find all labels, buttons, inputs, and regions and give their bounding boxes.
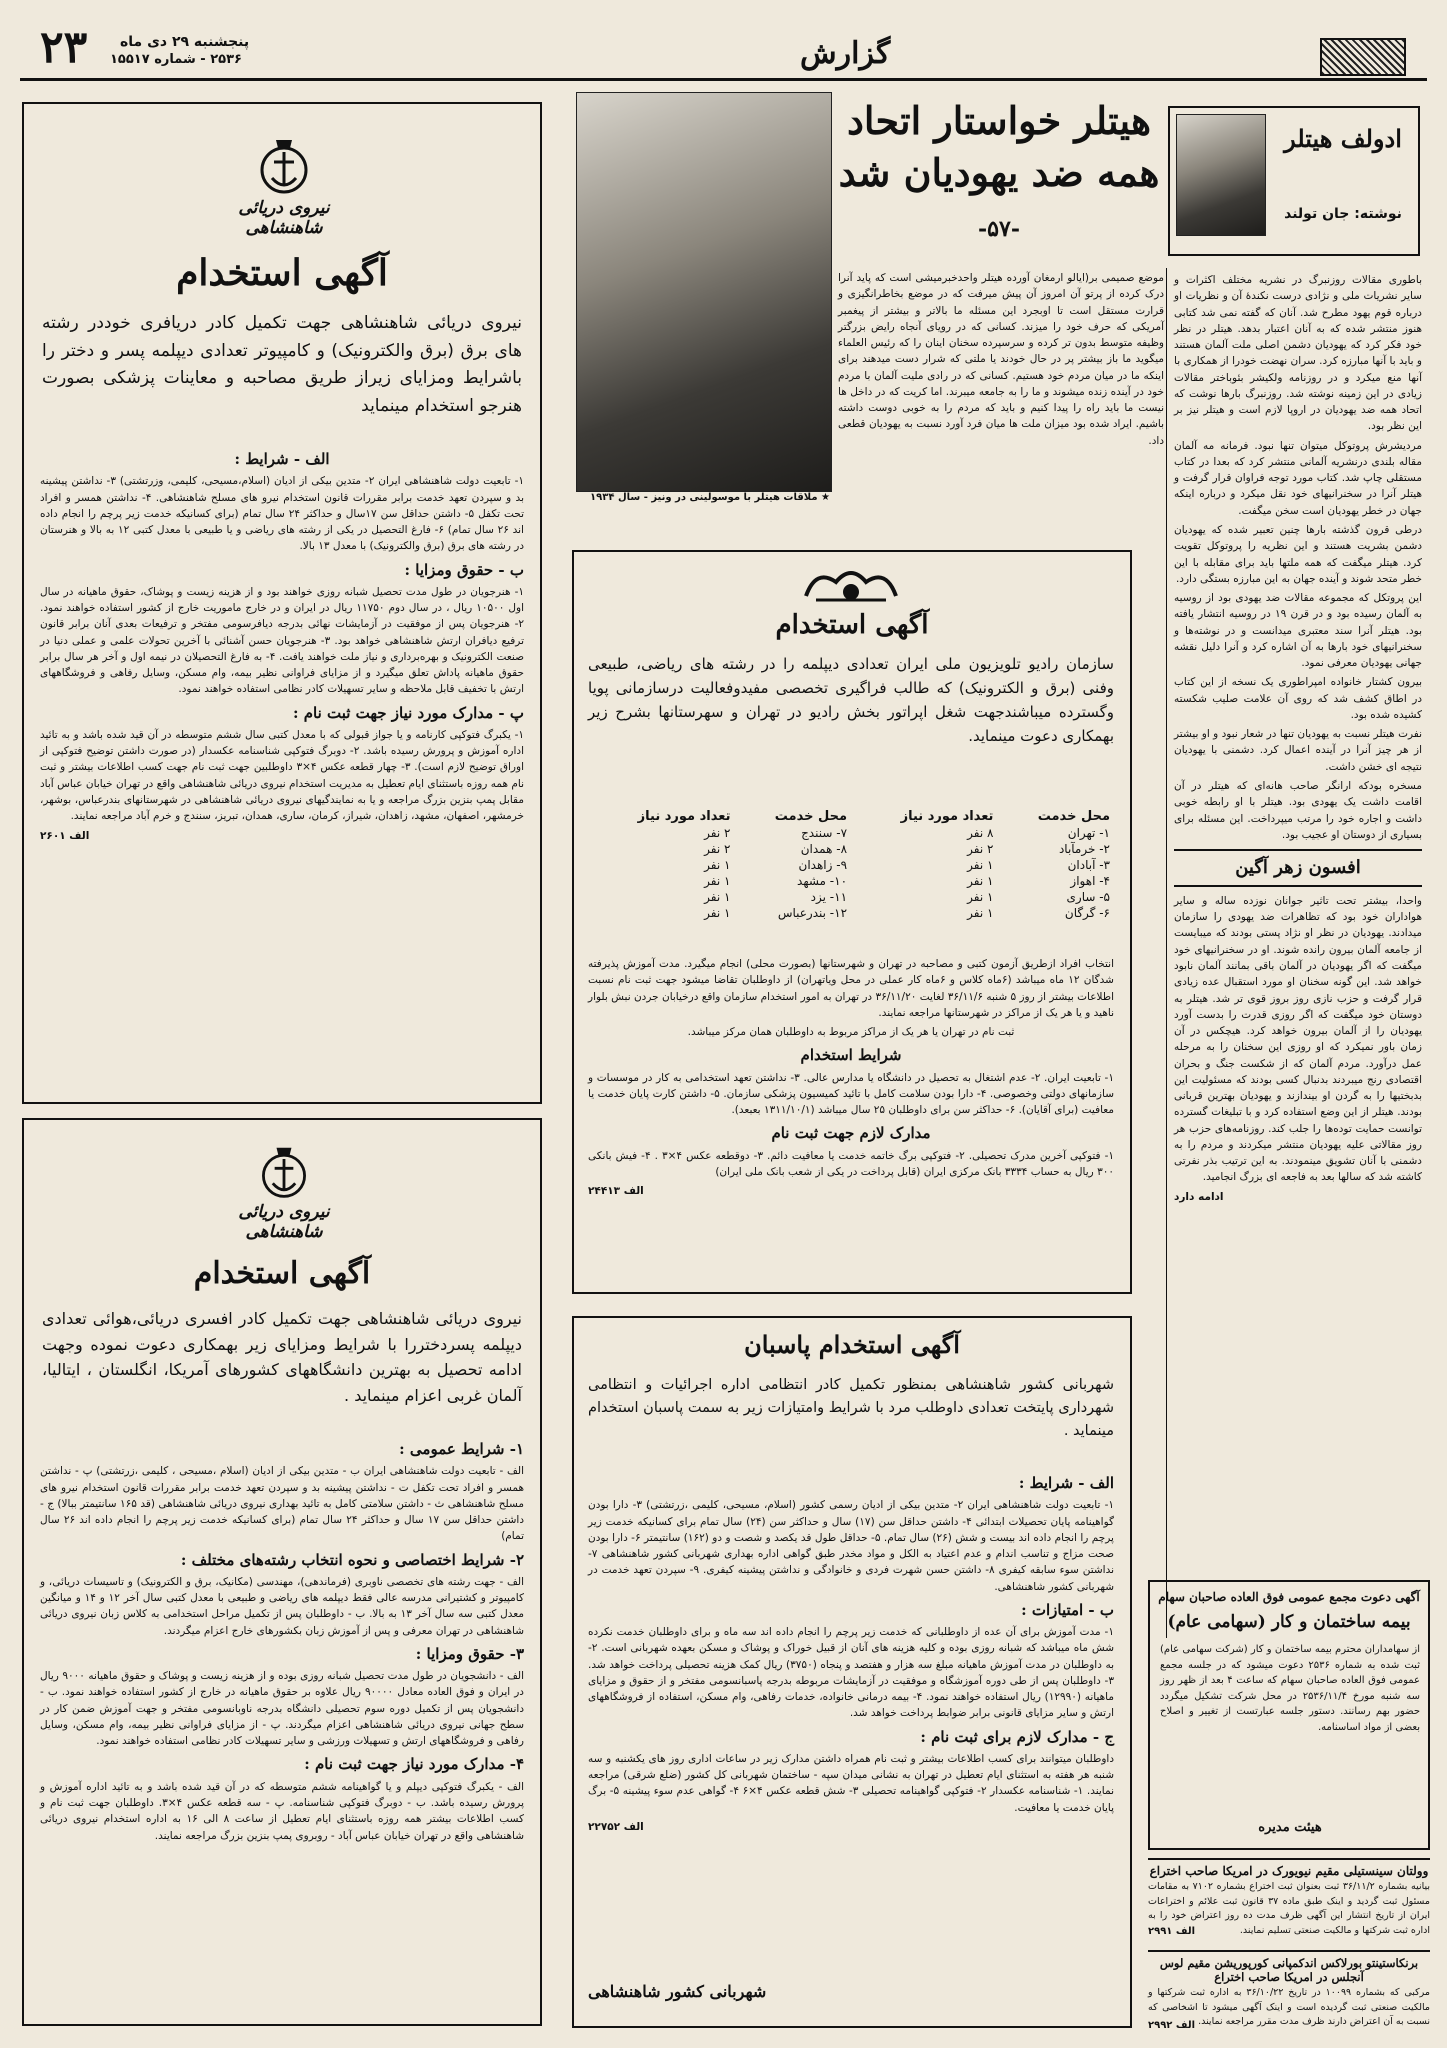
table-cell: ۸- همدان xyxy=(800,842,848,856)
section-title: ج - مدارک لازم برای ثبت نام : xyxy=(920,1727,1114,1746)
section-title: ۱- شرایط عمومی : xyxy=(399,1440,524,1458)
section-title: پ - مدارک مورد نیاز جهت ثبت نام : xyxy=(292,703,524,722)
paragraph: انتخاب افراد ازطریق آزمون کتبی و مصاحبه در تهران و شهرستانها (بصورت محلی) انجام میگیرد. مدت آموزش پذیرفته شدگان ۱۲ ماه میباشد (۶ماه کلاس و ۶ماه کار عملی در محل ویاتهران) از داوطلبان تقاضا میشود جهت ثبت نام نسبت اطلاعات بیشتر از روز ۵ شنبه ۳۶/۱۱/۶ لغایت ۳۶/۱۱/۲۰ در تهران به امور استخدام سازمان واقع درخیابان جردن نبش بلوار ناهید و یا هر یک از مراکز در شهرستانها مراجعه نمایند. xyxy=(588,958,1115,1019)
portrait-title: ادولف هیتلر xyxy=(1284,124,1402,153)
ad-intro: شهربانی کشور شاهنشاهی بمنظور تکمیل کادر انتظامی اداره اجرائیات و انتظامی شهرداری پایتخت تعدادی داوطلب مرد با شرایط وامتیازات زیر به سمت پاسبان استخدام مینماید . xyxy=(588,1377,1114,1440)
navy-crest-icon xyxy=(254,1144,314,1202)
feature-subhead: افسون زهر آگین xyxy=(1174,849,1422,887)
section-body: داوطلبان میتوانند برای کسب اطلاعات بیشتر و ثبت نام همراه داشتن مدارک زیر در ساعات اداری روز های یکشنبه و سه شنبه هر هفته به استثنای ایام تعطیل در تهران به نشانی میدان سپه - ساختمان شهربانی کل کشور (ضلع شرقی) مراجعه نمایند. ۱- شناسنامه عکسدار ۲- فتوکپی گواهینامه تحصیلی ۳- شش قطعه عکس ۴×۶ ۴- گواهی عدم سوء پیشینه ۵- برگ پایان خدمت یا معافیت. xyxy=(588,1752,1114,1814)
navy-emblem xyxy=(204,136,364,238)
table-cell: ۱ نفر xyxy=(967,906,994,920)
ad-code: الف ۲۲۷۵۲ xyxy=(588,1821,644,1833)
table-row xyxy=(588,825,1114,841)
paragraph: مسخره بودکه ارانگر صاحب هانه‌ای که هیتلر در آن اقامت داشت یک یهودی بود. هیتلر با او رابطه خوبی داشت و اجاره خود را مرتب میپرداخت. این مسئله برای بسیاری از دوستان او عجیب بود. xyxy=(1174,779,1422,841)
table-cell: ۱ نفر xyxy=(967,890,994,904)
paragraph: ثبت نام در تهران یا هر یک از مراکز مربوط به داوطلبان همان مرکز میباشد. xyxy=(687,1026,1015,1039)
notice-title: وولتان سینستیلی مقیم نیویورک در امریکا صاحب اختراع xyxy=(1149,1864,1429,1878)
section-body: الف - یکبرگ فتوکپی دیپلم و یا گواهینامه ششم متوسطه که در آن قید شده باشد و به تائید اداره آموزش و پرورش رسیده باشد. ب - دوبرگ فتوکپی شناسنامه. پ - سه قطعه عکس ۴×۳. داوطلبان جهت ثبت نام و کسب اطلاعات بیشتر همه روزه باستثنای ایام تعطیل از ساعت ۸ الی ۱۶ به اداره استخدام نیروی دریائی شاهنشاهی واقع در تهران خیابان عباس آباد - روبروی پمپ بنزین بزرگ مراجعه نمایند. xyxy=(40,1780,524,1842)
notice-body: مرکبی که بشماره ۱۰۰۹۹ در تاریخ ۳۶/۱۰/۲۲ به اداره ثبت شرکتها و مالکیت صنعتی ثبت گردیده است و اینک آگهی میشود تا اشخاصی که نسبت به آن اعتراض دارند ظرف مدت مقرر مراجعه نمایند. xyxy=(1148,1987,1431,2028)
radio-tv-ad xyxy=(572,550,1132,1294)
table-cell: ۱ نفر xyxy=(967,874,994,888)
section-logo xyxy=(1320,38,1406,76)
notice-company: بیمه ساختمان و کار (سهامی عام) xyxy=(1167,1612,1411,1632)
notice-body: بیانیه بشماره ۳۶/۱۱/۲ ثبت بعنوان ثبت اختراع بشماره ۷۱۰۲ به مقامات مسئول ثبت گردید و اینک طبق ماده ۳۷ قانون ثبت علائم و اختراعات ایران از تاریخ انتشار این آگهی ظرف مدت ده روز اعتراض خود را به اداره ثبت شرکتها و مالکیت صنعتی تسلیم نمایند. xyxy=(1148,1881,1430,1937)
table-row xyxy=(588,857,1114,873)
ad-title: آگهی استخدام xyxy=(176,252,388,294)
feature-title-2: همه ضد یهودیان شد xyxy=(838,150,1160,195)
section-title: ب - حقوق ومزایا : xyxy=(404,560,524,579)
table-row xyxy=(588,873,1114,889)
table-cell: ۲ نفر xyxy=(704,842,731,856)
section-title: الف - شرایط : xyxy=(234,450,330,468)
table-header: تعداد مورد نیاز xyxy=(900,809,994,824)
notice-signature: هیئت مدیره xyxy=(1258,1820,1322,1835)
notice-body: از سهامداران محترم بیمه ساختمان و کار (شرکت سهامی عام) ثبت شده به شماره ۲۵۳۶ دعوت میشود که در جلسه مجمع عمومی فوق العاده صاحبان سهام که ساعت ۴ بعد از ظهر روز سه شنبه مورخ ۲۵۳۶/۱۱/۴ در محل شرکت تشکیل میگردد حضور بهم رسانند. دستور جلسه عبارتست از تغییر و اصلاح بعضی از مواد اساسنامه. xyxy=(1160,1644,1420,1733)
series-number: -۵۷- xyxy=(978,216,1020,242)
paragraph: بیرون کشتار خانواده امپراطوری یک نسخه از این کتاب در اطاق کشف شد که روی آن علامت صلیب شکسته کشیده شده بود. xyxy=(1174,676,1422,721)
ad-title: آگهی استخدام پاسبان xyxy=(744,1330,960,1359)
page-number: ۲۳ xyxy=(40,22,88,73)
ad-intro: نیروی دریائی شاهنشاهی جهت تکمیل کادر دریافری خوددر رشته های برق (برق والکترونیک) و کامپیوتر تعدادی دیپلمه پسر و دختر را باشرایط ومزایای زیراز طریق مصاحبه و معاینات پزشکی بصورت هنرجو استخدام مینماید xyxy=(42,313,522,416)
table-cell: ۵- ساری xyxy=(1066,890,1110,904)
ad-body xyxy=(40,444,524,1094)
section-body: الف - دانشجویان در طول مدت تحصیل شبانه روزی بوده و از هزینه زیست و پوشاک و حقوق ماهیانه ۹۰۰۰ ریال در ایران و فوق العاده معادل ۹۰۰۰۰ ریال علاوه بر حقوق ماهیانه در خارج از کشور استفاده خواهند نمود. ب - دانشجویان پس از تکمیل دوره سوم تحصیلی دانشگاه بدرجه ناوبانسومی مفتخر و جهت آموزش ضمن کار در سطح جهانی نیروی دریائی شاهنشاهی اعزام میگردند. پ - از مزایای فراوانی نظیر بیمه، وام مسکن، وسایل رفاهی و فروشگاههای ارتش و تسهیلات ورزشی و سایر تسهیلات کادر نظامی استفاده خواهند نمود. xyxy=(40,1670,524,1748)
feature-col-right xyxy=(1174,272,1422,1632)
paragraph: مردیشرش پروتوکل میتوان تنها نبود. فرمانه مه آلمان مقاله بلندی درنشریه آلمانی منتشر کرد که بعدا در کتاب مستقلی چاپ شد. کتاب مورد توجه فراوان قرار گرفت و هیتلر آنرا در سخنرانیهای خود نقل میکرد و درباره اینکه جهان در خطر یهودیان است سخن میگفت. xyxy=(1174,439,1422,517)
table-cell: ۱۲- بندرعباس xyxy=(777,906,848,920)
notice-title: آگهی دعوت مجمع عمومی فوق العاده صاحبان سهام xyxy=(1158,1590,1420,1604)
issue-date: پنجشنبه ۲۹ دی ماه xyxy=(120,34,250,50)
ad-intro: سازمان رادیو تلویزیون ملی ایران تعدادی دیپلمه را در رشته های ریاضی، طبیعی وفنی (برق و الکترونیک) که طالب فراگیری تخصصی مفیدوفعالیت درسازمانی پویا وگسترده میباشندجهت شغل اپراتور بخش رادیو در تهران و سهرستانها بشرح زیر بهمکاری دعوت مینماید. xyxy=(588,655,1114,745)
table-cell: ۱ نفر xyxy=(704,858,731,872)
navy-ad-2 xyxy=(22,1118,542,2026)
table-cell: ۱ نفر xyxy=(704,906,731,920)
radio-tv-logo xyxy=(796,562,906,606)
police-ad xyxy=(572,1316,1132,2028)
masthead-rule xyxy=(20,78,1427,81)
continued-note: ادامه دارد xyxy=(1174,1190,1224,1203)
notice-code: الف ۲۹۹۱ xyxy=(1148,1926,1195,1937)
table-cell: ۳- آبادان xyxy=(1067,858,1110,872)
ad-title: آگهی استخدام xyxy=(193,1256,371,1291)
ad-code: الف ۲۴۴۱۳ xyxy=(588,1185,644,1198)
table-cell: ۱ نفر xyxy=(967,858,994,872)
table-cell: ۲- خرمآباد xyxy=(1058,842,1110,856)
feature-title-1: هیتلر خواستار اتحاد xyxy=(846,98,1152,143)
section-body: ۱- فتوکپی آخرین مدرک تحصیلی. ۲- فتوکپی برگ خاتمه خدمت یا معافیت دائم. ۳- دوقطعه عکس ۴×۳ . ۴- فیش بانکی ۳۰۰ ریال به حساب ۳۳۳۴ بانک مرکزی ایران (قابل پرداخت در یکی از شعب بانک ملی ایران) xyxy=(588,1149,1114,1178)
col-divider-1 xyxy=(1166,268,1167,1638)
photo-caption: ★ ملاقات هیتلر با موسولینی در ونیز - سال ۱۹۳۴ xyxy=(590,492,830,503)
section-title: مدارک لازم جهت ثبت نام xyxy=(771,1124,931,1143)
emblem-caption: نیروی دریائی شاهنشاهی xyxy=(238,198,330,238)
table-header: محل خدمت xyxy=(774,809,848,824)
table-cell: ۱- تهران xyxy=(1067,826,1110,840)
section-title: شرایط استخدام xyxy=(800,1046,902,1065)
ad-title: آگهی استخدام xyxy=(775,610,929,640)
assembly-notice xyxy=(1148,1580,1430,1850)
table-header: تعداد مورد نیاز xyxy=(637,809,731,824)
ad-body xyxy=(588,1468,1114,1972)
table-header: محل خدمت xyxy=(1037,809,1110,824)
section-body: الف - تابعیت دولت شاهنشاهی ایران ب - متدین بیکی از ادیان (اسلام ،مسیحی ، کلیمی ،زرتشتی) پ - نداشتن همسر و افراد تحت تکفل ت - نداشتن پیشینه بد و سپردن تعهد خدمت برابر مقررات قانون استخدام نیرو های مسلح شاهنشاهی ث - داشتن سلامتی کامل به تائید بهداری نیروی دریائی شاهنشاهی (قد ۱۶۵ سانتیمتر ببالا) ج - داشتن حداقل سن ۱۷ سال و حداکثر ۲۴ سال تمام (برای کسانیکه خدمت زیر پرچم را انجام داده اند ۲۶ سال تمام) xyxy=(40,1465,525,1543)
issue-number: ۲۵۳۶ - شماره ۱۵۵۱۷ xyxy=(110,52,242,67)
navy-crest-icon xyxy=(252,136,316,198)
author-credit: نوشته: جان تولند xyxy=(1284,206,1402,222)
table-cell: ۱۱- یزد xyxy=(810,890,848,904)
table-cell: ۲ نفر xyxy=(967,842,994,856)
patent-notice-1 xyxy=(1148,1858,1430,1950)
table-cell: ۴- اهواز xyxy=(1070,874,1110,888)
table-cell: ۹- زاهدان xyxy=(798,858,848,872)
section-body: ۱- تابعیت دولت شاهنشاهی ایران ۲- متدین بیکی از ادیان رسمی کشور (اسلام، مسیحی، کلیمی ،زرتشتی) ۳- دارا بودن گواهینامه پایان تحصیلات ابتدائی ۴- داشتن حداقل سن (۱۷) سال و حداکثر سن (۲۴) سال تمام برای کسانیکه خدمت زیر پرچم را انجام داده اند بیست و شش (۲۶) سال تمام. ۵- حداقل طول قد یکصد و شصت و دو (۱۶۲) سانتیمتر ۶- دارا بودن صحت مزاج و تناسب اندام و عدم اعتیاد به الکل و مواد مخدر طبق گواهی اداره بهداری شهربانی کشور شاهنشاهی ۷- نداشتن سوء سابقه کیفری ۸- داشتن حسن شهرت فردی و خانوادگی و نداشتن پیشینه کیفری. ۹- سپردن تعهد خدمت در شهربانی کشور شاهنشاهی. xyxy=(588,1499,1115,1593)
staffing-table xyxy=(588,808,1114,921)
hitler-mussolini-photo xyxy=(576,92,832,492)
notice-code: الف ۲۹۹۲ xyxy=(1148,2020,1195,2031)
feature-col-left: موضع صمیمی بر(ایالو ارمغان آورده هیتلر واحدخبرمیشی است که پاید آنرا درک کرده از پرتو آن امروز آن پیش میرفت که در موضع بخاطرانگیزی و قرارت مستقل است تا اوبجرد این مسئله ما بالاتر و بیشتر از پیغمبر آمریکی که حرف خود را میزند. کسانی که در رویای آنجاه رایض بزرگتر وظیفه متوسط بدون تر کرده و سرسپرده سخنان اینان را که رئیس العلماء میگوید ما باز بیشتر پر در حال خودند یا ملتی که شرار دست میدهند برای اینکه ما در میان مردم خود هستیم. کسانی که در رادی ملیت آلمان با مردم خود در آینده زنده میشوند و ما را به جامعه میبرند. اما کریت که در داخل ها نیست ما باید راه را پیدا کنیم و باید که مردم را به خوبی دوست داشته باشیم. ایراد شده بود میزان ملت ها میان فرد آورد نسبت به یهودیان قطعی داد. xyxy=(838,272,1164,447)
table-cell: ۱ نفر xyxy=(704,890,731,904)
table-cell: ۱۰- مشهد xyxy=(797,874,848,888)
navy-emblem xyxy=(204,1144,364,1242)
section-body: الف - جهت رشته های تخصصی ناوبری (فرماندهی)، مهندسی (مکانیک، برق و الکترونیک) و تاسیسات دریائی، و کامپیوتر و کشتیرانی مدرسه عالی فقط دیپلمه های ریاضی و طبیعی با معدل کتبی سال آخر ۱۲ و ۱۴ و میانگین معدل کتبی سه سال آخر ۱۳ به بالا. ب - داوطلبان پس از تکمیل مراحل استخدامی به کلاس زبان نیروی دریائی شاهنشاهی در تهران معرفی و پس از آموزش زبان بکشورهای خارج اعزام میگردند. xyxy=(40,1575,524,1637)
section-title: ۲- شرایط اختصاصی و نحوه انتخاب رشته‌های مختلف : xyxy=(180,1550,524,1569)
section-body: ۱- تابعیت دولت شاهنشاهی ایران ۲- متدین بیکی از ادیان (اسلام،مسیحی، کلیمی، وزرتشتی) ۳- نداشتن پیشینه بد و سپردن تعهد خدمت برابر مقررات قانون استخدام نیرو های مسلح شاهنشاهی. ۴- نداشتن همسر و افراد تحت تکفل ۵- داشتن حداقل سن ۱۷سال و حداکثر ۲۴ سال تمام (برای کسانیکه خدمت زیر پرچم را انجام داده اند ۲۶ سال تمام) ۶- فارغ التحصیل در یکی از رشته های ریاضی و یا طبیعی با معدل کتبی ۱۲ به بالا و هنرستان در رشته های برق (برق والکترونیک) با معدل ۱۳ بالا. xyxy=(40,475,525,553)
section-body: ۱- تابعیت ایران. ۲- عدم اشتغال به تحصیل در دانشگاه یا مدارس عالی. ۳- نداشتن تعهد استخدامی به کار در موسسات و سازمانهای دولتی وخصوصی. ۴- دارا بودن سلامت کامل با تائید کمیسیون پزشکی سازمان. ۵- داشتن کارت پایان خدمت یا معافیت (برای آقایان). ۶- حداکثر سن برای داوطلبان ۲۵ سال میباشد (۱۳۱۱/۱۰/۱ بعبعد). xyxy=(588,1071,1114,1117)
ad-body xyxy=(588,956,1114,1288)
table-cell: ۲ نفر xyxy=(704,826,731,840)
table-cell: ۱ نفر xyxy=(704,874,731,888)
ad-body xyxy=(40,1434,524,2018)
table-row xyxy=(588,841,1114,857)
paragraph: واحدا، بیشتر تحت تاثیر جوانان نوزده ساله و سایر هواداران خود بود که تظاهرات ضد یهودی را سازمان میدادند. یهودیان در نظر او نژاد پستی بودند که میبایست از جامعه آلمان بیرون رانده شوند. او در سخنرانیهای خود میگفت که اگر یهودیان در آلمان باقی بمانند آلمان نابود خواهد شد. این گونه سخنان او مورد استقبال عده زیادی قرار گرفت و حزب نازی روز بروز قوی تر شد. هیتلر به دوستان خود میگفت که اگر روزی قدرت را بدست آورد یهودیان را از آلمان بیرون خواهد کرد. هیچکس در آن زمان باور نمیکرد که او روزی این سخنان را به مرحله عمل درآورد. مردم آلمان که از شکست جنگ و بحران اقتصادی رنج میبردند بدنبال کسی بودند که مسئولیت این بدبختیها را به گردن او بیندازند و یهودیان بهترین قربانی بودند. هیتلر از این وضع استفاده کرد و با تبلیغات گسترده توانست حمایت توده‌ها را جلب کند. روزنامه‌های حزب هر روز مقالاتی علیه یهودیان منتشر میکردند و مردم را به دشمنی با آنان تشویق مینمودند. به این ترتیب بذر نفرتی کاشته شد که سالها بعد به فاجعه ای بزرگ انجامید. xyxy=(1174,894,1422,1184)
section-body: ۱- هنرجویان در طول مدت تحصیل شبانه روزی خواهند بود و از هزینه زیست و پوشاک، حقوق ماهیانه در سال اول ۱۰۵۰۰ ریال ، در سال دوم ۱۱۷۵۰ ریال در ایران و در خارج ماموریت خارج از کشور استفاده خواهند نمود. ۲- هنرجویان پس از موفقیت در آزمایشات نهائی بدرجه دیافرسومی مفتخر و ترفیعات بعدی آنان برابر قانون ترفیع دیافران ارتش شاهنشاهی خواهد بود. ۳- هنرجویان حسن آشنائی با آخرین تحولات علمی و عملی دنیا در صنعت الکترونیک و بهره‌برداری و نیاز ملت خواهند یافت. ۴- به فارغ التحصیلان در نیمه اول و آخر هر سال برابر حقوق ماهیانه پاداش تعلق میگیرد و از مزایای فراوانی نظیر بیمه، وام مسکن، وسایل رفاهی و فروشگاههای ارتش با تخفیف قابل ملاحظه و سایر تسهیلات کادر نظامی استفاده خواهند نمود. xyxy=(40,585,525,696)
paragraph: نفرت هیتلر نسبت به یهودیان تنها در شعار نبود و او بیشتر از هر چیز آنرا در آینده اعمال کرد. دشمنی با یهودیان نتیجه ای خشن داشت. xyxy=(1174,728,1422,773)
table-row xyxy=(588,905,1114,921)
paragraph: این پروتکل که مجموعه مقالات ضد یهودی بود از روسیه به آلمان رسیده بود و در قرن ۱۹ در روسیه انتشار یافته بود. هیتلر آنرا سند معتبری میدانست و در نوشته‌ها و سخنرانیهای خود بارها به آن اشاره کرد و آنرا دلیل نقشه جهانی یهودیان معرفی نمود. xyxy=(1174,592,1422,670)
patent-notice-2 xyxy=(1148,1950,1430,2038)
navy-ad-1 xyxy=(22,102,542,1104)
table-cell: ۶- گرگان xyxy=(1064,906,1110,920)
section-title: ۳- حقوق ومزایا : xyxy=(415,1644,524,1663)
table-cell: ۷- سنندج xyxy=(801,826,848,840)
section-body: ۱- یکبرگ فتوکپی کارنامه و یا جواز قبولی که با معدل کتبی سال ششم متوسطه در آن قید شده باشد و به تائید اداره آموزش و پرورش رسیده باشد. ۲- دوبرگ فتوکپی شناسنامه عکسدار (در صورت داشتن توضیح فتوکپی از اوراق توضیح لازم است). ۳- چهار قطعه عکس ۴×۳ داوطلبین جهت ثبت نام جهت کسب اطلاعات بیشتر و ثبت نام همه روزه باستثنای ایام تعطیل به مدیریت استخدام نیروی دریائی شاهنشاهی واقع در تهران خیابان عباس آباد مقابل پمپ بنزین بزرگ مراجعه و یا به نمایندگیهای نیروی دریائی شاهنشاهی در شهرستانهای بندرعباس، بوشهر، خرمشهر، اصفهان، مشهد، زاهدان، شیراز، کرمان، ساری، همدان، تبریز، سنندج و خرم آباد مراجعه نمایند. xyxy=(40,728,524,823)
notice-title: برنکاستینتو بورلاکس اندکمپانی کورپوریشن مقیم لوس آنجلس در امریکا صاحب اختراع xyxy=(1159,1956,1419,1984)
radio-tv-emblem-icon xyxy=(796,562,906,606)
ad-signature: شهربانی کشور شاهنشاهی xyxy=(588,1982,767,2001)
paragraph: درطی قرون گذشته بارها چنین تعبیر شده که یهودیان دشمن بشریت هستند و این نظریه را پروتوکل تقویت کرد. هیتلر میگفت که همه ملتها باید برای مقابله با این خطر متحد شوند و آینده جهان به این مبارزه بستگی دارد. xyxy=(1174,523,1422,585)
section-title: گزارش xyxy=(800,36,891,71)
section-title: الف - شرایط : xyxy=(1018,1474,1114,1492)
section-title: ب - امتیازات : xyxy=(1021,1600,1114,1619)
masthead xyxy=(0,0,1447,78)
section-body: ۱- مدت آموزش برای آن عده از داوطلبانی که خدمت زیر پرچم را انجام داده اند سه ماه و برای داوطلبان خدمت نکرده شش ماه میباشد که شبانه روزی بوده و کلیه هزینه های آنان از قبیل خوراک و پوشاک و مسکن بعهده شهربانی است. ۲- به داوطلبان در مدت آموزش ماهیانه مبلغ سه هزار و هفتصد و پنجاه (۳۷۵۰) ریال کمک هزینه تحصیلی پرداخت خواهد شد. ۳- داوطلبان پس از طی دوره آموزشگاه و موفقیت در آزمایشات مربوطه بدرجه پاسبانسومی مفتخر و از حقوق و مزایای ماهیانه (۱۲۹۹۰) ریال استفاده خواهند نمود. ۴- بیمه درمانی خانواده، خدمات رفاهی، وام مسکن، استفاده از فروشگاههای ارتش و سایر مزایای قانونی برابر ضوابط پرداخت خواهد شد. xyxy=(588,1626,1114,1720)
table-row xyxy=(588,889,1114,905)
section-title: ۴- مدارک مورد نیاز جهت ثبت نام : xyxy=(304,1755,524,1774)
ad-code: الف ۲۶۰۱ xyxy=(40,829,90,842)
table-cell: ۸ نفر xyxy=(967,826,994,840)
hitler-portrait xyxy=(1176,114,1266,236)
paragraph: باطوری مقالات روزنبرگ در نشریه مختلف اکثرات و سایر نشریات ملی و نژادی درست نکندهٔ آن و نظریات او درباره قوم یهود مطرح شد. آنان که گفته نمی شد کتابی هنوز منتشر شده که به آنان اعتبار بدهد. هیتلر در نظر خود فکر کرد که یهودیان دشمن اصلی ملت آلمان هستند و باید با آنها مبارزه کرد. سران نهضت خودرا از همکاری با آنها منع میکرد و در روزنامه ولکیشر بئوباختر مقالات زیادی در این زمینه نوشته شد. روزنبرگ بارها نوشت که اتحاد همه ضد یهودیان در اروپا لازم است و هیتلر نیز بر این نظر بود. xyxy=(1174,274,1422,433)
emblem-caption: نیروی دریائی شاهنشاهی xyxy=(238,1202,330,1242)
ad-intro: نیروی دریائی شاهنشاهی جهت تکمیل کادر افسری دریائی،هوائی تعدادی دیپلمه پسردختررا با شرایط ومزایای زیر بهمکاری دعوت نموده وجهت ادامه تحصیل به بهترین دانشگاههای کشورهای آمریکا، انگلستان ، ایتالیا، آلمان غربی اعزام مینماید . xyxy=(42,1309,522,1405)
